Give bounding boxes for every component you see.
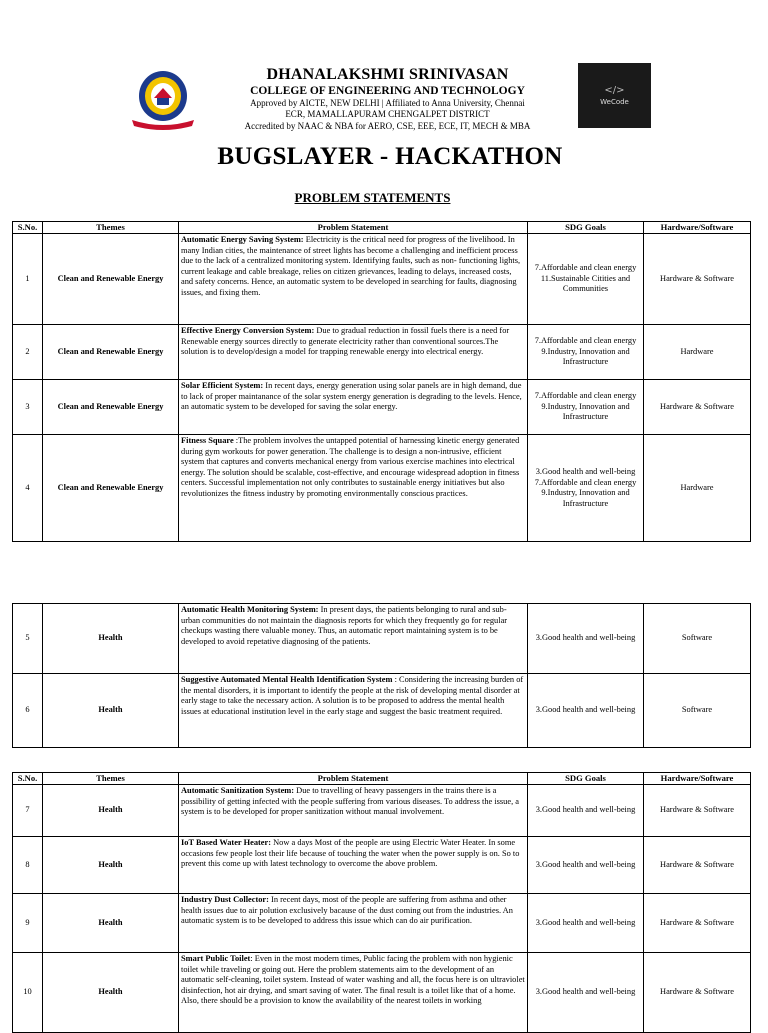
statement-title: Industry Dust Collector:: [181, 895, 269, 904]
table-row: [13, 953, 751, 1033]
row-theme: Clean and Renewable Energy: [43, 380, 179, 435]
statement-title: Automatic Health Monitoring System:: [181, 605, 319, 614]
col-header-sdg: SDG Goals: [528, 773, 644, 785]
row-theme: Health: [43, 604, 179, 674]
statement-text: : Considering the increasing burden of the mental disorders, it is important to identify the people at the risk of developing mental disorder at early stage to take the necessary action. A solution is to be proposed to address the mental health issues at educational institution level in the early stage and suggest the basic treatment required.: [181, 675, 524, 716]
row-statement: [179, 894, 528, 953]
row-sdg: [528, 674, 644, 748]
row-sdg: [528, 435, 644, 542]
row-theme: Clean and Renewable Energy: [43, 325, 179, 380]
sdg-goal: 7.Affordable and clean energy: [534, 263, 637, 273]
row-hw: Hardware & Software: [644, 380, 751, 435]
row-hw: Hardware & Software: [644, 894, 751, 953]
row-theme: Health: [43, 837, 179, 894]
col-header-hw: Hardware/Software: [644, 222, 751, 234]
statement-text: Electricity is the critical need for progress of the livelihood. In many Indian cities, the maintenance of street lights has become a challenging and inefficient process due to the lack of a centralized monitoring system. Identifying faults, such as non- functioning lights, current leakage and cable breakage, relies on citizen grievances, leading to delays, increased costs, and safety concerns. Hence, an automatic system to be developed in searching for faults, diagnosing issues, and fixing them.: [181, 235, 521, 297]
wecode-logo: [578, 63, 651, 128]
table-header-row: [13, 773, 751, 785]
college-name: COLLEGE OF ENGINEERING AND TECHNOLOGY: [250, 85, 525, 97]
statement-title: Automatic Sanitization System:: [181, 786, 295, 795]
statement-title: Effective Energy Conversion System:: [181, 326, 315, 335]
statement-text: :The problem involves the untapped potential of harnessing kinetic energy generated during gym workouts for power generation. The challenge is to design a non-intrusive, efficient system that captures and converts mechanical energy from various exercise machines into electrical energy. The solution should be scalable, cost-effective, and encourage widespread adoption in fitness centers. Successful implementation not only contributes to sustainable energy initiatives but also revolutionizes the fitness industry by promoting environmentally conscious practices.: [181, 436, 520, 498]
row-sno: 5: [13, 604, 43, 674]
col-header-themes: Themes: [43, 222, 179, 234]
col-header-sdg: SDG Goals: [528, 222, 644, 234]
row-sdg: [528, 837, 644, 894]
sdg-goal: 7.Affordable and clean energy: [534, 391, 637, 401]
document-header: [0, 0, 768, 140]
table-row: [13, 435, 751, 542]
statement-text: : Even in the most modern times, Public facing the problem with non hygienic toilet while traveling or going out. Here the problem statements aim to the development of an automatic self-cleaning, toilet system. Instead of water washing and all, the focus here is on ultraviolet disinfection, hot air drying, and smart saving of water. The final result is a toilet like that of a home. Also, there should be a provision to know the availability of the nearest toilets in working: [181, 954, 525, 1005]
table-header-row: [13, 222, 751, 234]
sdg-goal: 3.Good health and well-being: [535, 705, 636, 715]
row-theme: Clean and Renewable Energy: [43, 234, 179, 325]
table-row: [13, 604, 751, 674]
row-statement: [179, 674, 528, 748]
statement-title: IoT Based Water Heater:: [181, 838, 272, 847]
row-sdg: [528, 953, 644, 1033]
problem-table-3: [12, 772, 751, 1033]
row-hw: Hardware: [644, 325, 751, 380]
col-header-sno: S.No.: [13, 222, 43, 234]
table-row: [13, 380, 751, 435]
row-statement: [179, 325, 528, 380]
sdg-goal: 9.Industry, Innovation and Infrastructure: [541, 488, 630, 508]
address-line: ECR, MAMALLAPURAM CHENGALPET DISTRICT: [285, 109, 490, 119]
table-row: [13, 674, 751, 748]
section-subtitle: PROBLEM STATEMENTS: [294, 190, 451, 205]
code-icon: </>: [604, 85, 625, 96]
sdg-goal: 3.Good health and well-being: [535, 805, 636, 815]
row-hw: Hardware & Software: [644, 837, 751, 894]
row-sdg: [528, 604, 644, 674]
row-sno: 4: [13, 435, 43, 542]
statement-text: In present days, the patients belonging to rural and sub-urban communities do not maintain the diagnosis reports for which they frequently go for regular checkups wasting there valuable money. Thus, an automatic report maintaining system is to be developed to avoid repetative diagnosing of the patients.: [181, 605, 508, 646]
sdg-goal: 3.Good health and well-being: [535, 467, 636, 476]
row-statement: [179, 785, 528, 837]
college-emblem-icon: [128, 68, 198, 130]
row-sno: 7: [13, 785, 43, 837]
row-sdg: [528, 785, 644, 837]
institution-name: DHANALAKSHMI SRINIVASAN: [266, 66, 509, 83]
row-sno: 8: [13, 837, 43, 894]
row-theme: Health: [43, 894, 179, 953]
sdg-goal: 3.Good health and well-being: [535, 987, 636, 997]
row-sno: 2: [13, 325, 43, 380]
row-sno: 6: [13, 674, 43, 748]
row-theme: Clean and Renewable Energy: [43, 435, 179, 542]
table-row: [13, 837, 751, 894]
row-sdg: [528, 894, 644, 953]
table-row: [13, 785, 751, 837]
statement-title: Automatic Energy Saving System:: [181, 235, 304, 244]
statement-text: In recent days, most of the people are suffering from asthma and other health issues due to air polution exclusively bacause of the dust coming out from the industries. An automatic system is to be developed to address this issue which can do air purification.: [181, 895, 513, 925]
table-row: [13, 325, 751, 380]
row-hw: Hardware & Software: [644, 953, 751, 1033]
statement-title: Suggestive Automated Mental Health Identification System: [181, 675, 393, 684]
sdg-goal: 7.Affordable and clean energy: [534, 477, 637, 487]
sdg-goal: 3.Good health and well-being: [535, 859, 636, 869]
row-hw: Hardware & Software: [644, 234, 751, 325]
sdg-goal: 3.Good health and well-being: [535, 917, 636, 927]
row-sdg: [528, 234, 644, 325]
row-theme: Health: [43, 953, 179, 1033]
row-statement: [179, 380, 528, 435]
col-header-themes: Themes: [43, 773, 179, 785]
sdg-goal: 9.Industry, Innovation and Infrastructure: [541, 346, 630, 367]
statement-text: Now a days Most of the people are using Electric Water Heater. In some occasions few people lost their life because of touching the water when the power supply is on. So to prevent this come up with latest technology to overcome the above problem.: [181, 838, 520, 868]
table-row: [13, 894, 751, 953]
statement-text: Due to gradual reduction in fossil fuels there is a need for Renewable energy sources directly to generate electricity rather than conventional sources.The solution is to develop/design a model for trapping renewable energy into electrical energy.: [181, 326, 510, 356]
statement-title: Smart Public Toilet: [181, 954, 251, 963]
row-statement: [179, 604, 528, 674]
row-sno: 1: [13, 234, 43, 325]
wecode-logo-text: WeCode: [600, 98, 629, 106]
statement-text: In recent days, energy generation using solar panels are in high demand, due to lack of proper maintanance of the solar system energy generation is degrading to the levels. Hence, an automatic system to be developed for saving the solar energy.: [181, 381, 522, 411]
event-title: BUGSLAYER - HACKATHON: [217, 143, 563, 170]
sdg-goal: 3.Good health and well-being: [535, 633, 636, 643]
sdg-goal: 9.Industry, Innovation and Infrastructure: [541, 401, 630, 422]
row-sdg: [528, 325, 644, 380]
row-sno: 10: [13, 953, 43, 1033]
row-sdg: [528, 380, 644, 435]
statement-text: Due to travelling of heavy passengers in the trains there is a possibility of getting infected with the people suffering from various diseases. To address the issue, a system is to be developed for proper sanitization without manual involvement.: [181, 786, 519, 816]
col-header-hw: Hardware/Software: [644, 773, 751, 785]
sdg-goal: 11.Sustainable Citities and Communities: [540, 273, 631, 294]
row-hw: Software: [644, 604, 751, 674]
row-theme: Health: [43, 785, 179, 837]
problem-table-2: [12, 603, 751, 748]
col-header-sno: S.No.: [13, 773, 43, 785]
col-header-statement: Problem Statement: [179, 773, 528, 785]
statement-title: Solar Efficient System:: [181, 381, 264, 390]
col-header-statement: Problem Statement: [179, 222, 528, 234]
accreditation-line: Accredited by NAAC & NBA for AERO, CSE, EEE, ECE, IT, MECH & MBA: [244, 121, 531, 131]
row-statement: [179, 953, 528, 1033]
sdg-goal: 7.Affordable and clean energy: [534, 336, 637, 346]
statement-title: Fitness Square: [181, 436, 234, 445]
row-hw: Software: [644, 674, 751, 748]
table-row: [13, 234, 751, 325]
row-statement: [179, 837, 528, 894]
row-sno: 3: [13, 380, 43, 435]
problem-table-1: [12, 221, 751, 542]
row-statement: [179, 435, 528, 542]
row-hw: Hardware: [644, 435, 751, 542]
approval-line: Approved by AICTE, NEW DELHI | Affiliated to Anna University, Chennai: [250, 98, 525, 108]
row-hw: Hardware & Software: [644, 785, 751, 837]
row-theme: Health: [43, 674, 179, 748]
row-sno: 9: [13, 894, 43, 953]
row-statement: [179, 234, 528, 325]
